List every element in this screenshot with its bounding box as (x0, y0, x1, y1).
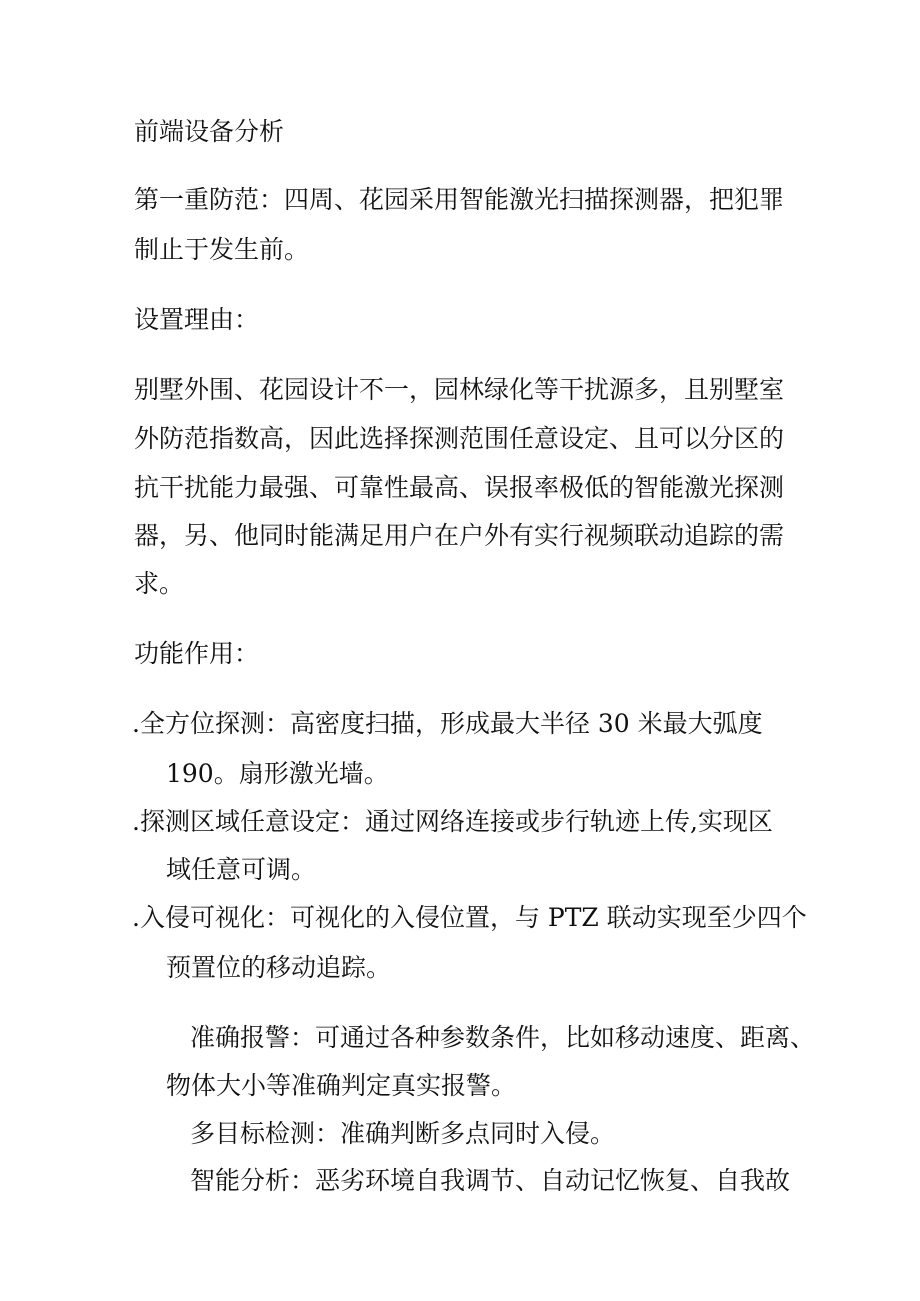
extra-line: 多目标检测：准确判断多点同时入侵。 (190, 1119, 616, 1148)
reason-line: 器，另、他同时能满足用户在户外有实行视频联动追踪的需 (134, 521, 785, 550)
function-item-line-2: 190。扇形激光墙。 (166, 759, 389, 788)
reason-line: 抗干扰能力最强、可靠性最高、误报率极低的智能激光探测 (134, 473, 785, 502)
reason-heading: 设置理由： (134, 305, 260, 334)
extra-line: 准确报警：可通过各种参数条件，比如移动速度、距离、 (190, 1023, 816, 1052)
function-heading: 功能作用： (134, 639, 260, 668)
function-item-line-1: .探测区域任意设定：通过网络连接或步行轨迹上传,实现区 (132, 807, 773, 836)
function-item-line-2: 预置位的移动追踪。 (166, 953, 392, 982)
defense-line-1: 第一重防范：四周、花园采用智能激光扫描探测器，把犯罪 (134, 185, 785, 214)
reason-line: 求。 (134, 569, 185, 598)
function-item-line-2: 域任意可调。 (166, 855, 317, 884)
reason-line: 别墅外围、花园设计不一，园林绿化等干扰源多，且别墅室 (134, 375, 785, 404)
extra-line: 物体大小等准确判定真实报警。 (166, 1071, 517, 1100)
function-item-line-1: .全方位探测：高密度扫描，形成最大半径 30 米最大弧度 (132, 709, 763, 738)
reason-line: 外防范指数高，因此选择探测范围任意设定、且可以分区的 (134, 424, 785, 453)
function-item-line-1: .入侵可视化：可视化的入侵位置，与 PTZ 联动实现至少四个 (132, 903, 807, 932)
section-title: 前端设备分析 (134, 117, 285, 146)
defense-line-2: 制止于发生前。 (134, 235, 310, 264)
extra-line: 智能分析：恶劣环境自我调节、自动记忆恢复、自我故 (190, 1166, 791, 1195)
